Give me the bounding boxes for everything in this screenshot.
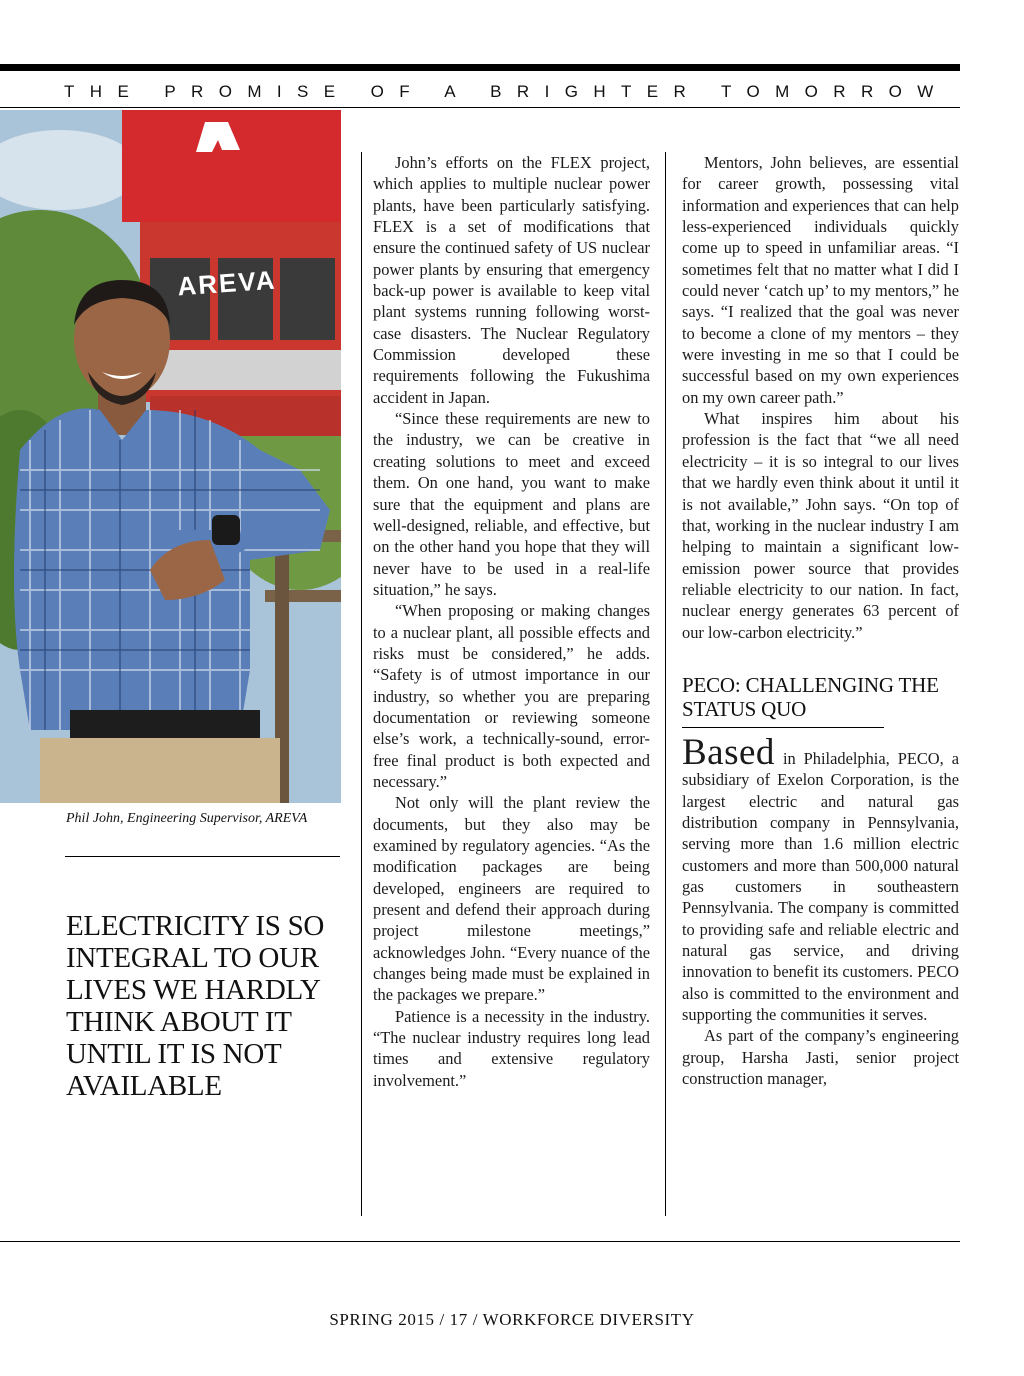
portrait-photo xyxy=(0,110,341,803)
portrait-illustration xyxy=(0,110,341,803)
column-rule-right xyxy=(665,152,666,1216)
paragraph: John’s efforts on the FLEX project, which applies to multiple nuclear power plants, have been particularly satisfying. FLEX is a set of modifications that ensure the continued safety of US nuclear power plants by ensuring that emergency back-up power is available to keep vital plant systems running following worst-case disasters. The Nuclear Regulatory Commission developed these requirements following the Fukushima accident in Japan. xyxy=(373,153,650,407)
column-rule-left xyxy=(361,152,362,1216)
paragraph: As part of the company’s engineering group, Harsha Jasti, senior project construction manager, xyxy=(682,1026,959,1089)
paragraph: Patience is a necessity in the industry. “The nuclear industry requires long lead times and extensive regulatory involvement.” xyxy=(373,1006,650,1090)
areva-logo-text: AREVA xyxy=(176,264,278,302)
paragraph: Mentors, John believes, are essential for career growth, possessing vital information and experiences that can help less-experienced individuals quickly come up to speed in unfamiliar areas. “I sometimes felt that no matter what I did I could never ‘catch up’ to my mentors,” he says. “I realized that the goal was never to become a clone of my mentors – they were investing in me so that I could be successful based on my own experiences on my own career path.” xyxy=(682,153,959,407)
page-footer: SPRING 2015 / 17 / WORKFORCE DIVERSITY xyxy=(329,1310,695,1329)
lead-paragraph xyxy=(682,731,959,1025)
paragraph: “Since these requirements are new to the industry, we can be creative in creating solutions to meet and exceed them. On one hand, you want to make sure that the equipment and plans are well-designed, reliable, and effective, but on the other hand you hope that they will never have to be used in a real-life situation,” he says. xyxy=(373,409,650,599)
photo-caption: Phil John, Engineering Supervisor, AREVA xyxy=(66,811,308,826)
running-header: THE PROMISE OF A BRIGHTER TOMORROW xyxy=(64,82,949,101)
bottom-rule xyxy=(0,1241,960,1242)
lead-word: Based xyxy=(682,731,775,773)
paragraph: “When proposing or making changes to a nuclear plant, all possible effects and risks must be considered,” he adds. “Safety is of utmost importance in our industry, so whether you are preparing documentation or reviewing someone else’s work, a technically-sound, error-free final product is both expected and necessary.” xyxy=(373,601,650,791)
lead-text: in Philadelphia, PECO, a subsidiary of Exelon Corporation, is the largest electric and natural gas distribution company in Pennsylvania, serving more than 1.6 million electric customers and more than 500,000 natural gas customers in southeastern Pennsylvania. The company is committed to providing safe and reliable electric and natural gas service, and driving innovation to benefit its customers. PECO also is committed to the environment and supporting the communities it serves. xyxy=(682,748,959,1025)
middle-column xyxy=(373,152,650,1091)
paragraph: What inspires him about his profession is the fact that “we all need electricity – it is so integral to our lives that we hardly even think about it until it is not available,” John says. “On top of that, working in the nuclear industry I am helping to maintain a significant low-emission power source that provides reliable electricity to our nation. In fact, nuclear energy generates 63 percent of our low-carbon electricity.” xyxy=(682,409,959,642)
caption-rule xyxy=(65,856,340,857)
pull-quote: ELECTRICITY IS SO INTEGRAL TO OUR LIVES WE HARDLY THINK ABOUT IT UNTIL IT IS NOT AVAILABLE xyxy=(66,910,325,1102)
paragraph: Not only will the plant review the documents, but they also may be examined by regulatory agencies. “As the modification packages are being developed, engineers are required to present and defend their approach during project milestone meetings,” acknowledges John. “Every nuance of the changes being made must be explained in the packages we prepare.” xyxy=(373,793,650,1005)
section-subhead: PECO: CHALLENGING THE STATUS QUO xyxy=(682,672,939,721)
header-rule xyxy=(0,107,960,108)
top-rule xyxy=(0,64,960,71)
subhead-rule xyxy=(682,727,884,728)
right-column xyxy=(682,152,959,1089)
